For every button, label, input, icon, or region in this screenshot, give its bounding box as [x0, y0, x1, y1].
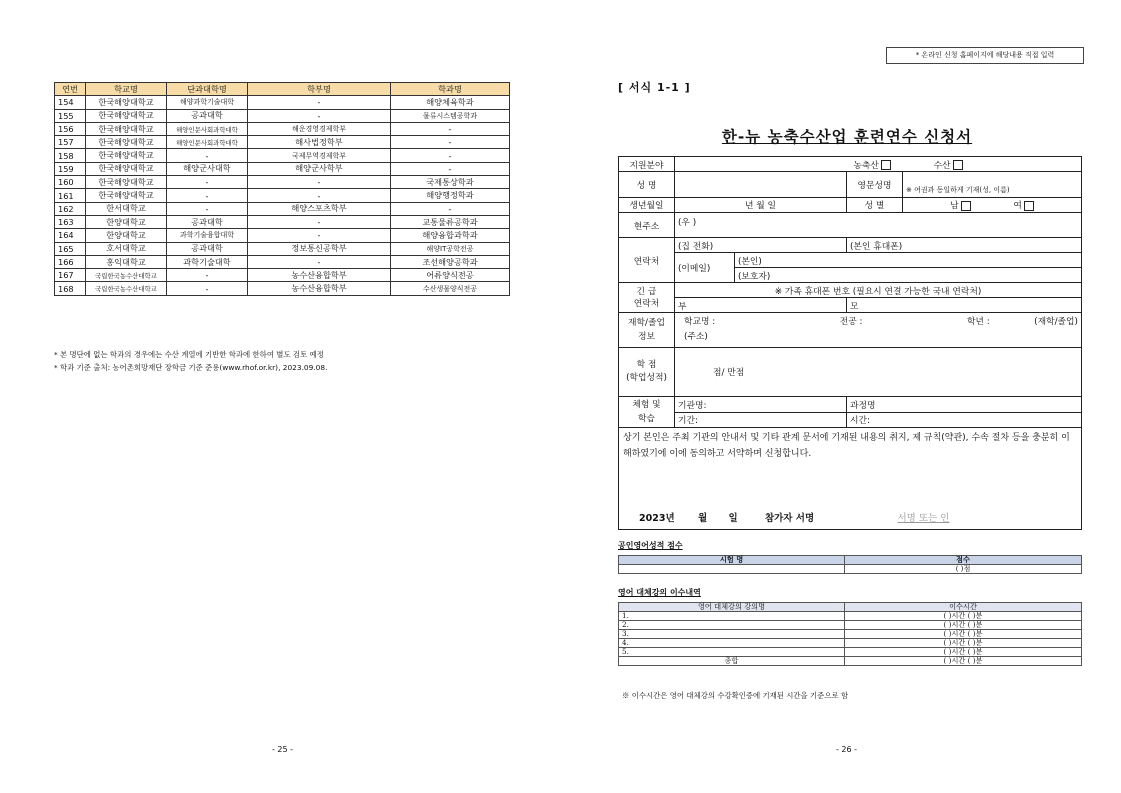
father-input[interactable]: 부 [675, 298, 847, 313]
table-cell: 농수산융합학부 [248, 269, 391, 282]
col-header: 학부명 [248, 83, 391, 96]
table-header-row [55, 83, 510, 96]
consent-text: 상기 본인은 주최 기관의 안내서 및 기타 관계 문서에 기재된 내용의 취지, 제 규칙(약관), 수속 절차 등을 충분히 이해하였기에 이에 동의하고 서약하며 신청합니다. [623, 433, 1070, 460]
table-cell: - [167, 149, 248, 162]
school-label: 재학/졸업 정보 [619, 313, 675, 347]
page-number-right: - 26 - [836, 745, 858, 754]
field-agri-label: 농축산 [853, 160, 879, 171]
gender-label: 성 별 [847, 197, 903, 212]
table-row [55, 215, 510, 228]
table-cell: 과학기술대학 [167, 255, 248, 268]
address-input[interactable]: (우 ) [675, 212, 1082, 238]
table-cell: 해양융합과학과 [391, 229, 510, 242]
lecture-cell[interactable]: 3. [619, 630, 845, 639]
field-label: 지원분야 [619, 157, 675, 172]
female-checkbox[interactable] [1024, 201, 1034, 211]
table-cell: 164 [55, 229, 86, 242]
english-score-table [618, 555, 1082, 574]
table-cell: 조선해양공학과 [391, 255, 510, 268]
table-row [55, 96, 510, 109]
contact-label: 연락처 [619, 238, 675, 283]
table-cell: 166 [55, 255, 86, 268]
table-cell: 한국해양대학교 [86, 149, 167, 162]
col-header: 학과명 [391, 83, 510, 96]
table-cell: - [248, 109, 391, 122]
table-row [55, 176, 510, 189]
table-cell: - [167, 176, 248, 189]
grade-status-label: (재학/졸업) [1034, 317, 1078, 328]
table-cell: 163 [55, 215, 86, 228]
table-row [55, 162, 510, 175]
table-cell: - [167, 282, 248, 295]
table-cell: 공과대학 [167, 109, 248, 122]
table-cell: 교통물류공학과 [391, 215, 510, 228]
footnote-1: * 본 명단에 없는 학과의 경우에는 수산 계열에 기반한 학과에 한하여 별도 검토 예정 [54, 350, 324, 359]
name-label: 성 명 [619, 172, 675, 198]
table-cell: 해사법정학부 [248, 136, 391, 149]
table-cell: - [248, 215, 391, 228]
substitute-total-row [619, 657, 1082, 666]
score-header: 점수 [845, 556, 1082, 565]
table-cell: 154 [55, 96, 86, 109]
table-cell: 158 [55, 149, 86, 162]
table-cell: 한국해양대학교 [86, 122, 167, 135]
total-hours-cell[interactable]: ( )시간 ( )분 [845, 657, 1082, 666]
substitute-row [619, 621, 1082, 630]
table-row [55, 202, 510, 215]
university-table [54, 82, 510, 296]
mother-input[interactable]: 모 [847, 298, 1082, 313]
table-cell: 한양대학교 [86, 215, 167, 228]
form-label: [ 서식 1-1 ] [618, 81, 691, 94]
field-fish-label: 수산 [933, 160, 951, 171]
sign-month: 월 [697, 513, 708, 524]
table-cell: 호서대학교 [86, 242, 167, 255]
table-cell: 국립한국농수산대학교 [86, 269, 167, 282]
school-info[interactable] [675, 313, 1082, 347]
signature-field[interactable]: 서명 또는 인 [897, 513, 950, 524]
consent-block [619, 428, 1082, 530]
table-cell: - [167, 189, 248, 202]
lecture-cell[interactable]: 1. [619, 612, 845, 621]
table-cell: - [248, 255, 391, 268]
emergency-label: 긴 급 연락처 [619, 283, 675, 313]
table-cell: 한국해양대학교 [86, 189, 167, 202]
table-cell: 물류시스템공학과 [391, 109, 510, 122]
hours-cell[interactable]: ( )시간 ( )분 [845, 639, 1082, 648]
table-cell: 공과대학 [167, 242, 248, 255]
table-row [55, 242, 510, 255]
self-email-input[interactable]: (본인) [735, 253, 1082, 268]
online-entry-tag: * 온라인 신청 홈페이지에 해당내용 직접 입력 [886, 47, 1084, 64]
table-cell: 한서대학교 [86, 202, 167, 215]
col-header: 학교명 [86, 83, 167, 96]
field-agri-checkbox[interactable] [881, 160, 891, 170]
substitute-row [619, 648, 1082, 657]
table-cell: 한국해양대학교 [86, 162, 167, 175]
table-cell: 168 [55, 282, 86, 295]
table-cell: 157 [55, 136, 86, 149]
sign-day: 일 [728, 513, 738, 524]
table-row [55, 136, 510, 149]
table-row [55, 189, 510, 202]
table-cell: 한국해양대학교 [86, 109, 167, 122]
table-cell: 160 [55, 176, 86, 189]
hours-header: 이수시간 [845, 603, 1082, 612]
table-cell: - [391, 136, 510, 149]
table-cell: 과학기술융합대학 [167, 229, 248, 242]
exam-input[interactable] [619, 565, 845, 574]
table-cell: 해운경영경제학부 [248, 122, 391, 135]
gpa-input[interactable]: 점/ 만점 [675, 347, 1082, 396]
table-cell: 정보통신공학부 [248, 242, 391, 255]
period-input[interactable]: 기간: [675, 412, 847, 428]
table-cell: 해양체육학과 [391, 96, 510, 109]
table-row [55, 109, 510, 122]
table-cell: 한국해양대학교 [86, 176, 167, 189]
total-label: 총합 [619, 657, 845, 666]
lecture-header: 영어 대체강의 강의명 [619, 603, 845, 612]
lecture-cell[interactable]: 4. [619, 639, 845, 648]
major-label: 전공 : [839, 317, 863, 328]
table-cell: 161 [55, 189, 86, 202]
signer-label: 참가자 서명 [764, 513, 815, 524]
table-cell: 해양IT공학전공 [391, 242, 510, 255]
course-input[interactable]: 과정명 [847, 397, 1082, 413]
table-row [55, 255, 510, 268]
table-cell: 공과대학 [167, 215, 248, 228]
table-cell: 156 [55, 122, 86, 135]
table-cell: 해양인문사회과학대학 [167, 122, 248, 135]
birth-label: 생년월일 [619, 197, 675, 212]
table-cell: 국립한국농수산대학교 [86, 282, 167, 295]
male-checkbox[interactable] [961, 201, 971, 211]
table-cell: 159 [55, 162, 86, 175]
page-number-left: - 25 - [272, 745, 294, 754]
table-cell: 해양행정학과 [391, 189, 510, 202]
english-score-title: 공인영어성적 점수 [618, 541, 683, 550]
table-cell: 해양인문사회과학대학 [167, 136, 248, 149]
hours-cell[interactable]: ( )시간 ( )분 [845, 621, 1082, 630]
birth-input[interactable]: 년 월 일 [675, 197, 847, 212]
table-cell: 한국해양대학교 [86, 96, 167, 109]
table-cell: 한국해양대학교 [86, 136, 167, 149]
table-cell: - [248, 189, 391, 202]
form-title: 한-뉴 농축수산업 훈련연수 신청서 [721, 128, 973, 146]
male-label: 남 [950, 201, 959, 212]
substitute-title: 영어 대체강의 이수내역 [618, 588, 701, 597]
table-cell: 농수산융합학부 [248, 282, 391, 295]
substitute-table [618, 602, 1082, 666]
name-input[interactable] [675, 172, 847, 198]
table-cell: 홍익대학교 [86, 255, 167, 268]
table-cell: 어류양식전공 [391, 269, 510, 282]
table-cell: 167 [55, 269, 86, 282]
table-cell: 국제통상학과 [391, 176, 510, 189]
table-cell: - [391, 202, 510, 215]
table-cell: 165 [55, 242, 86, 255]
substitute-row [619, 612, 1082, 621]
table-row [55, 269, 510, 282]
table-row [55, 282, 510, 295]
col-header: 단과대학명 [167, 83, 248, 96]
table-cell: 해양스포츠학부 [248, 202, 391, 215]
application-form [618, 156, 1082, 530]
table-cell: - [248, 96, 391, 109]
org-input[interactable]: 기관명: [675, 397, 847, 413]
hours-input[interactable]: 시간: [847, 412, 1082, 428]
score-input[interactable]: ( )점 [845, 565, 1082, 574]
mobile-input[interactable]: (본인 휴대폰) [847, 238, 1082, 253]
school-address-label: (주소) [684, 332, 708, 343]
female-label: 여 [1013, 201, 1022, 212]
table-cell: 한양대학교 [86, 229, 167, 242]
table-cell: - [391, 149, 510, 162]
lecture-cell[interactable]: 5. [619, 648, 845, 657]
table-cell: - [248, 176, 391, 189]
exam-header: 시험 명 [619, 556, 845, 565]
col-header: 연번 [55, 83, 86, 96]
table-cell: - [167, 202, 248, 215]
hours-cell[interactable]: ( )시간 ( )분 [845, 612, 1082, 621]
table-cell: 155 [55, 109, 86, 122]
experience-label: 체험 및 학습 [619, 397, 675, 428]
table-cell: 해양군사학부 [248, 162, 391, 175]
substitute-note: ※ 이수시간은 영어 대체강의 수강확인증에 기재된 시간을 기준으로 함 [622, 691, 849, 700]
footnote-2: * 학과 기준 출처: 농어촌희망재단 장학금 기준 준용(www.rhof.or.kr), 2023.09.08. [54, 363, 328, 372]
home-phone-input[interactable]: (집 전화) [675, 238, 847, 253]
table-cell: - [391, 162, 510, 175]
table-cell: 162 [55, 202, 86, 215]
emergency-note: ※ 가족 휴대폰 번호 (필요시 연결 가능한 국내 연락처) [675, 283, 1082, 298]
table-cell: 국제무역경제학부 [248, 149, 391, 162]
table-row [55, 122, 510, 135]
substitute-row [619, 630, 1082, 639]
substitute-row [619, 639, 1082, 648]
sign-year: 2023년 [639, 513, 675, 524]
table-cell: 수산생물양식전공 [391, 282, 510, 295]
table-cell: 해양군사대학 [167, 162, 248, 175]
table-row [55, 149, 510, 162]
table-cell: 해양과학기술대학 [167, 96, 248, 109]
guardian-email-input[interactable]: (보호자) [735, 268, 1082, 283]
address-label: 현주소 [619, 212, 675, 238]
table-cell: - [391, 122, 510, 135]
field-fish-checkbox[interactable] [953, 160, 963, 170]
gpa-label: 학 점 (학업성적) [619, 347, 675, 396]
lecture-cell[interactable]: 2. [619, 621, 845, 630]
eng-name-label: 영문성명 [847, 172, 903, 198]
hours-cell[interactable]: ( )시간 ( )분 [845, 648, 1082, 657]
eng-name-input[interactable]: ※ 여권과 동일하게 기재(성, 이름) [903, 172, 1082, 198]
hours-cell[interactable]: ( )시간 ( )분 [845, 630, 1082, 639]
grade-label: 학년 : [966, 317, 990, 328]
table-cell: - [167, 269, 248, 282]
school-name-label: 학교명 : [684, 317, 716, 328]
table-cell: - [248, 229, 391, 242]
table-row [55, 229, 510, 242]
email-label: (이메일) [675, 253, 735, 283]
